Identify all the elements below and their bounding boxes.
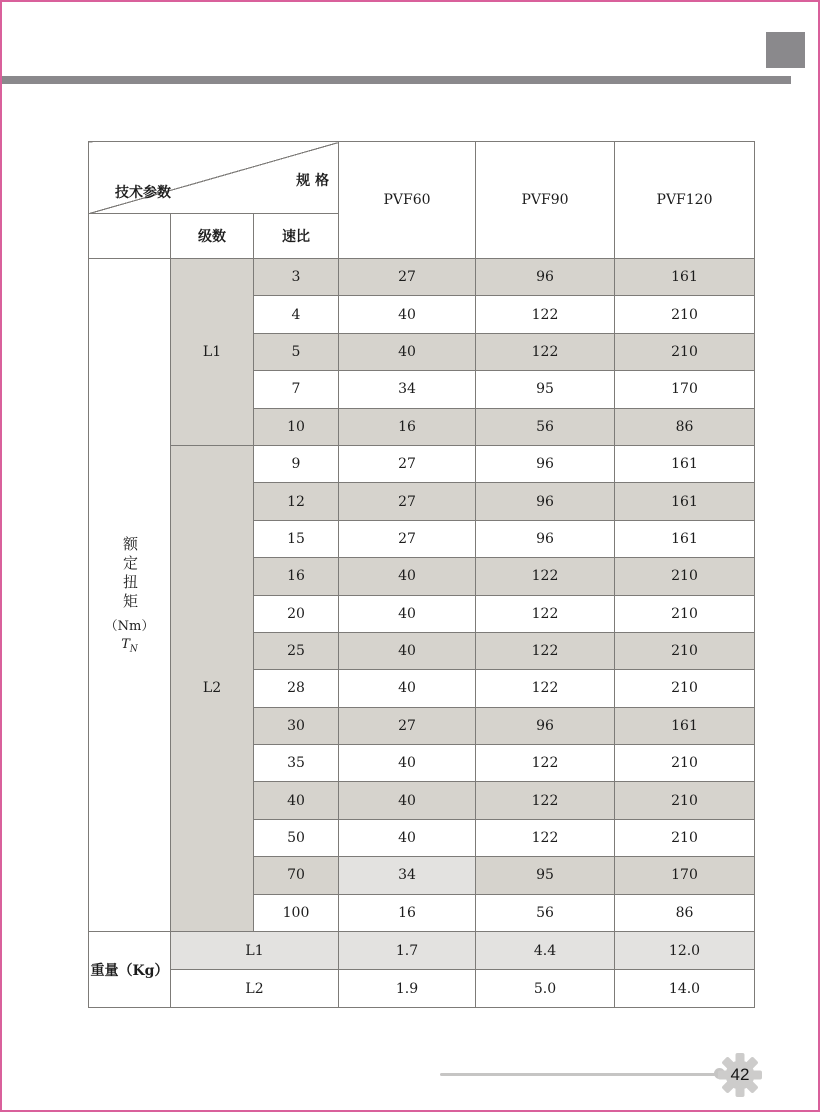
ratio-cell: 15 — [254, 520, 339, 557]
empty-corner-cell — [89, 214, 171, 259]
ratio-cell: 12 — [254, 483, 339, 520]
ratio-cell: 7 — [254, 371, 339, 408]
ratio-cell: 40 — [254, 782, 339, 819]
value-cell-pvf120: 210 — [615, 819, 755, 856]
spec-axis-label: 规 格 — [296, 173, 330, 189]
value-cell-pvf120: 170 — [615, 857, 755, 894]
torque-label-group: 额定扭矩 （Nm） $T_N$ — [104, 535, 155, 655]
value-cell-pvf90: 95 — [476, 371, 615, 408]
ratio-cell: 35 — [254, 745, 339, 782]
value-cell-pvf60: 16 — [339, 894, 476, 931]
value-cell-pvf90: 122 — [476, 632, 615, 669]
value-cell-pvf120: 210 — [615, 333, 755, 370]
weight-value-pvf90: 5.0 — [476, 970, 615, 1008]
table-header-row — [89, 142, 755, 214]
value-cell-pvf120: 161 — [615, 483, 755, 520]
ratio-cell: 5 — [254, 333, 339, 370]
value-cell-pvf120: 170 — [615, 371, 755, 408]
value-cell-pvf90: 56 — [476, 894, 615, 931]
weight-stage-cell-l2: L2 — [171, 970, 339, 1008]
weight-row — [89, 932, 755, 970]
ratio-cell: 30 — [254, 707, 339, 744]
value-cell-pvf60: 40 — [339, 558, 476, 595]
weight-value-pvf120: 12.0 — [615, 932, 755, 970]
weight-value-pvf90: 4.4 — [476, 932, 615, 970]
value-cell-pvf60: 40 — [339, 296, 476, 333]
weight-value-pvf60: 1.9 — [339, 970, 476, 1008]
value-cell-pvf120: 86 — [615, 894, 755, 931]
value-cell-pvf120: 86 — [615, 408, 755, 445]
spec-table — [88, 141, 755, 1008]
value-cell-pvf60: 40 — [339, 632, 476, 669]
value-cell-pvf120: 161 — [615, 707, 755, 744]
column-header-pvf120: PVF120 — [615, 142, 755, 259]
value-cell-pvf120: 210 — [615, 745, 755, 782]
table-row — [89, 445, 755, 482]
value-cell-pvf120: 161 — [615, 259, 755, 296]
value-cell-pvf60: 27 — [339, 483, 476, 520]
ratio-cell: 9 — [254, 445, 339, 482]
value-cell-pvf90: 122 — [476, 296, 615, 333]
ratio-cell: 70 — [254, 857, 339, 894]
weight-row — [89, 970, 755, 1008]
value-cell-pvf120: 161 — [615, 445, 755, 482]
value-cell-pvf90: 96 — [476, 445, 615, 482]
page-number-gear-badge — [717, 1052, 763, 1098]
stage-cell-l2: L2 — [171, 445, 254, 931]
value-cell-pvf60: 27 — [339, 259, 476, 296]
value-cell-pvf120: 210 — [615, 595, 755, 632]
value-cell-pvf120: 210 — [615, 296, 755, 333]
value-cell-pvf120: 210 — [615, 558, 755, 595]
value-cell-pvf60: 27 — [339, 707, 476, 744]
value-cell-pvf60: 40 — [339, 745, 476, 782]
value-cell-pvf120: 210 — [615, 670, 755, 707]
ratio-cell: 25 — [254, 632, 339, 669]
column-header-pvf60: PVF60 — [339, 142, 476, 259]
ratio-cell: 28 — [254, 670, 339, 707]
ratio-header: 速比 — [254, 214, 339, 259]
value-cell-pvf90: 122 — [476, 745, 615, 782]
value-cell-pvf60: 40 — [339, 333, 476, 370]
weight-value-pvf120: 14.0 — [615, 970, 755, 1008]
stage-cell-l1: L1 — [171, 259, 254, 446]
table-body — [89, 259, 755, 1008]
value-cell-pvf90: 122 — [476, 670, 615, 707]
ratio-cell: 20 — [254, 595, 339, 632]
value-cell-pvf90: 96 — [476, 707, 615, 744]
value-cell-pvf90: 122 — [476, 558, 615, 595]
value-cell-pvf120: 161 — [615, 520, 755, 557]
value-cell-pvf90: 122 — [476, 595, 615, 632]
value-cell-pvf60: 34 — [339, 371, 476, 408]
value-cell-pvf60: 34 — [339, 857, 476, 894]
ratio-cell: 50 — [254, 819, 339, 856]
column-header-pvf90: PVF90 — [476, 142, 615, 259]
value-cell-pvf90: 96 — [476, 520, 615, 557]
weight-value-pvf60: 1.7 — [339, 932, 476, 970]
ratio-cell: 4 — [254, 296, 339, 333]
ratio-cell: 16 — [254, 558, 339, 595]
footer-rule-line — [440, 1073, 722, 1076]
value-cell-pvf60: 27 — [339, 520, 476, 557]
value-cell-pvf90: 122 — [476, 333, 615, 370]
weight-label: 重量（Kg） — [89, 932, 171, 1008]
value-cell-pvf90: 122 — [476, 782, 615, 819]
ratio-cell: 10 — [254, 408, 339, 445]
torque-row-label — [89, 259, 171, 932]
value-cell-pvf120: 210 — [615, 782, 755, 819]
value-cell-pvf90: 95 — [476, 857, 615, 894]
value-cell-pvf60: 40 — [339, 670, 476, 707]
value-cell-pvf60: 40 — [339, 819, 476, 856]
top-rule-bar — [2, 76, 791, 84]
diagonal-header-cell — [89, 142, 339, 214]
ratio-cell: 100 — [254, 894, 339, 931]
value-cell-pvf60: 27 — [339, 445, 476, 482]
value-cell-pvf120: 210 — [615, 632, 755, 669]
value-cell-pvf90: 56 — [476, 408, 615, 445]
value-cell-pvf60: 16 — [339, 408, 476, 445]
value-cell-pvf60: 40 — [339, 595, 476, 632]
parameter-axis-label: 技术参数 — [115, 185, 171, 201]
weight-stage-cell-l1: L1 — [171, 932, 339, 970]
ratio-cell: 3 — [254, 259, 339, 296]
value-cell-pvf90: 96 — [476, 483, 615, 520]
value-cell-pvf60: 40 — [339, 782, 476, 819]
top-corner-block — [766, 32, 805, 68]
value-cell-pvf90: 122 — [476, 819, 615, 856]
table-row — [89, 259, 755, 296]
page-number: 42 — [730, 1065, 750, 1084]
stages-header: 级数 — [171, 214, 254, 259]
value-cell-pvf90: 96 — [476, 259, 615, 296]
